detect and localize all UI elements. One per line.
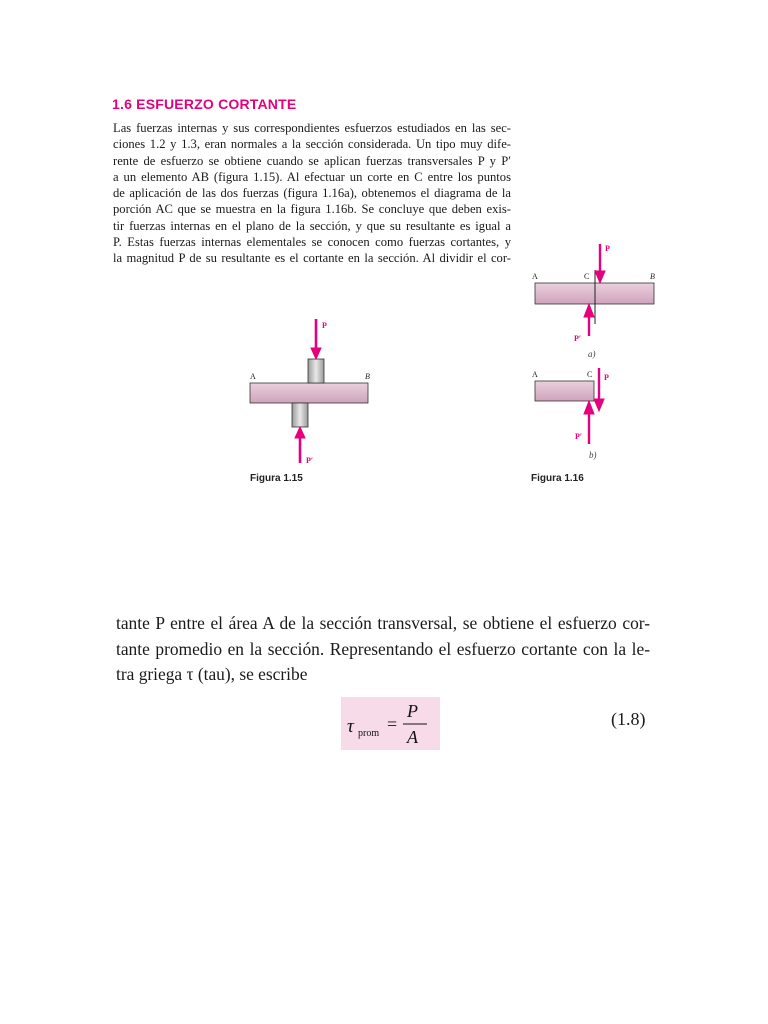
figure-1-15-caption: Figura 1.15 bbox=[250, 473, 303, 484]
continuation-line: tante promedio en la sección. Representando el esfuerzo cortante con la le- bbox=[116, 638, 650, 659]
label-a: A bbox=[532, 272, 538, 281]
equation-subscript: prom bbox=[358, 728, 380, 739]
label-p-prime: P′ bbox=[574, 334, 582, 343]
label-b: B bbox=[365, 372, 370, 381]
figure-1-15 bbox=[240, 315, 390, 475]
label-p: P bbox=[322, 321, 327, 330]
force-p-prime-arrow bbox=[295, 427, 305, 463]
intro-paragraph bbox=[113, 120, 511, 267]
equation-1-8 bbox=[341, 697, 440, 750]
figure-1-15-drawing bbox=[240, 315, 390, 475]
intro-line: tir fuerzas internas en el plano de la sección, y que su resultante es igual a bbox=[113, 218, 511, 233]
continuation-paragraph bbox=[116, 611, 650, 688]
part-b-tag: b) bbox=[589, 450, 597, 460]
force-p-arrow bbox=[595, 244, 605, 283]
equation-number: (1.8) bbox=[611, 709, 646, 729]
label-c: C bbox=[584, 272, 590, 281]
section-heading: 1.6 ESFUERZO CORTANTE bbox=[112, 96, 297, 112]
lower-block bbox=[292, 403, 308, 427]
portion-ac bbox=[535, 381, 594, 401]
label-p: P bbox=[604, 373, 609, 382]
force-p-arrow bbox=[311, 319, 321, 359]
part-a-tag: a) bbox=[588, 349, 596, 359]
intro-line: de aplicación de las dos fuerzas (figura 1.16a), obtenemos el diagrama de la bbox=[113, 186, 511, 201]
upper-block bbox=[308, 359, 324, 383]
force-p-prime-arrow bbox=[584, 401, 594, 444]
label-a: A bbox=[250, 372, 256, 381]
equation-tau: τ bbox=[347, 716, 354, 737]
label-p-prime: P′ bbox=[306, 456, 314, 465]
continuation-line: tante P entre el área A de la sección transversal, se obtiene el esfuerzo cor- bbox=[116, 613, 650, 633]
figure-1-16a bbox=[525, 240, 670, 365]
member-ab bbox=[250, 383, 368, 403]
intro-line: P. Estas fuerzas internas elementales se conocen como fuerzas cortantes, y bbox=[113, 235, 511, 250]
equation-equals: = bbox=[387, 714, 398, 734]
label-c: C bbox=[587, 370, 593, 379]
label-p-prime: P′ bbox=[575, 432, 583, 441]
force-p-arrow bbox=[594, 368, 604, 411]
label-p: P bbox=[605, 244, 610, 253]
figure-1-16b-drawing bbox=[525, 368, 625, 468]
force-p-prime-arrow bbox=[584, 304, 594, 336]
equation-denominator: A bbox=[407, 727, 418, 747]
label-b: B bbox=[650, 272, 655, 281]
equation-numerator: P bbox=[407, 701, 418, 721]
figure-1-16a-drawing bbox=[525, 240, 670, 365]
intro-line: rente de esfuerzo se obtiene cuando se aplican fuerzas transversales P y P′ bbox=[113, 153, 511, 168]
intro-line: ciones 1.2 y 1.3, eran normales a la sección considerada. Un tipo muy dife- bbox=[113, 137, 511, 152]
continuation-line: tra griega τ (tau), se escribe bbox=[116, 664, 308, 684]
intro-line: porción AC que se muestra en la figura 1.16b. Se concluye que deben exis- bbox=[113, 202, 511, 217]
figure-1-16b bbox=[525, 368, 625, 468]
intro-line: a un elemento AB (figura 1.15). Al efectuar un corte en C entre los puntos bbox=[113, 169, 511, 184]
intro-line: Las fuerzas internas y sus correspondientes esfuerzos estudiados en las sec- bbox=[113, 121, 511, 135]
equation-highlight bbox=[341, 697, 440, 750]
intro-line: la magnitud P de su resultante es el cortante en la sección. Al dividir el cor- bbox=[113, 251, 511, 266]
label-a: A bbox=[532, 370, 538, 379]
figure-1-16-caption: Figura 1.16 bbox=[531, 473, 584, 484]
